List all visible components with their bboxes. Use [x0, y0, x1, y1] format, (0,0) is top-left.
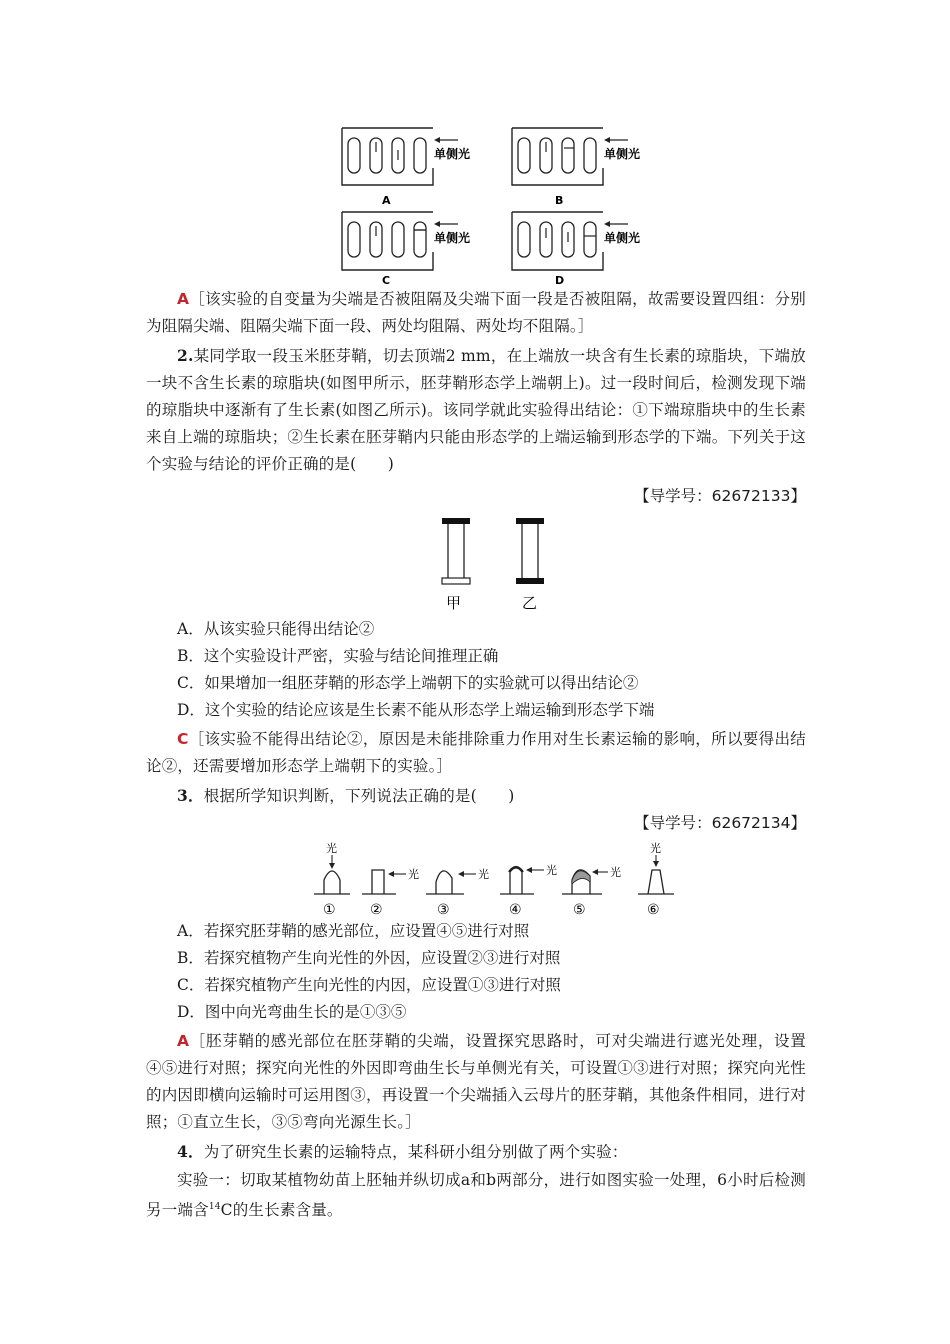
q2-stem: [146, 342, 806, 478]
q1-answer-letter: A: [177, 290, 190, 308]
coleoptile-6: [638, 841, 674, 918]
q3-option-b: B．若探究植物产生向光性的外因，应设置②③进行对照: [177, 949, 561, 967]
figure-coleoptiles-1-6: [310, 838, 690, 918]
svg-text:光: 光: [610, 866, 621, 879]
q3-option-c: C．若探究植物产生向光性的内因，应设置①③进行对照: [177, 976, 561, 994]
coleoptile-2: [362, 867, 419, 918]
svg-text:光: 光: [478, 868, 489, 881]
svg-text:光: 光: [408, 868, 419, 881]
panel-d: [512, 212, 640, 286]
q2-number: 2.: [177, 346, 194, 365]
q2-option-b: B．这个实验设计严密，实验与结论间推理正确: [177, 647, 499, 665]
q1-answer-text: ［该实验的自变量为尖端是否被阻隔及尖端下面一段是否被阻隔，故需要设置四组：分别为阻隔尖端、阻隔尖端下面一段、两处均阻隔、两处均不阻隔。］: [146, 290, 806, 335]
coleoptile-1: [314, 841, 350, 918]
svg-text:光: 光: [326, 842, 337, 855]
panel-a: [342, 128, 470, 207]
q2-answer: [146, 726, 806, 780]
coleoptile-3: [426, 867, 489, 918]
q2-stem-text: 某同学取一段玉米胚芽鞘，切去顶端2 mm，在上端放一块含有生长素的琼脂块，下端放一块不含生长素的琼脂块(如图甲所示，胚芽鞘形态学上端朝上)。过一段时间后，检测发现下端的琼脂块中逐渐有了生长素(如图乙所示)。该同学就此实验得出结论：①下端琼脂块中的生长素来自上端的琼脂块；②生长素在胚芽鞘内只能由形态学的上端运输到形态学的下端。下列关于这个实验与结论的评价正确的是( ): [146, 347, 806, 473]
label-2: ②: [370, 902, 383, 918]
q2-option-c: C．如果增加一组胚芽鞘的形态学上端朝下的实验就可以得出结论②: [177, 674, 639, 692]
q4-number: 4．: [177, 1142, 204, 1161]
figure-unilateral-light-setups: [330, 118, 660, 286]
label-3: ③: [437, 902, 450, 918]
q4-exp1-isotope-superscript: 14: [208, 1202, 221, 1212]
q4-exp1-text-b: C的生长素含量。: [220, 1201, 343, 1220]
svg-text:光: 光: [546, 864, 557, 877]
panel-b: [512, 128, 640, 207]
q4-stem: [146, 1138, 806, 1166]
label-5: ⑤: [573, 902, 586, 918]
light-label-a: 单侧光: [434, 147, 471, 161]
label-1: ①: [323, 902, 336, 918]
q4-stem-text: 为了研究生长素的运输特点，某科研小组分别做了两个实验：: [203, 1143, 628, 1161]
q3-guide-number: 【导学号：62672134】: [634, 814, 806, 832]
panel-label-a: A: [382, 194, 391, 207]
q3-answer-letter: A: [177, 1032, 190, 1050]
label-jia: 甲: [446, 594, 462, 612]
panel-label-b: B: [555, 194, 564, 207]
coleoptile-4: [500, 863, 557, 918]
q4-experiment-1: [146, 1167, 806, 1224]
q2-option-a: A．从该实验只能得出结论②: [177, 620, 375, 638]
q3-option-d: D．图中向光弯曲生长的是①③⑤: [177, 1003, 407, 1021]
q3-number: 3．: [177, 786, 204, 805]
light-label-b: 单侧光: [604, 147, 641, 161]
q3-stem-text: 根据所学知识判断，下列说法正确的是( ): [203, 787, 515, 805]
coleoptile-5: [562, 865, 621, 918]
label-6: ⑥: [647, 902, 660, 918]
light-label-d: 单侧光: [604, 231, 641, 245]
label-4: ④: [509, 902, 522, 918]
label-yi: 乙: [522, 594, 538, 612]
q3-answer: [146, 1028, 806, 1136]
panel-label-d: D: [555, 274, 565, 286]
q2-answer-text: ［该实验不能得出结论②，原因是未能排除重力作用对生长素运输的影响，所以要得出结论②，还需要增加形态学上端朝下的实验。］: [146, 730, 806, 775]
panel-label-c: C: [382, 274, 391, 286]
q2-option-d: D．这个实验的结论应该是生长素不能从形态学上端运输到形态学下端: [177, 701, 655, 719]
panel-c: [342, 212, 470, 286]
q4-exp1-text-a: 实验一：切取某植物幼苗上胚轴并纵切成a和b两部分，进行如图实验一处理，6小时后检测另一端含: [146, 1171, 806, 1220]
q3-option-a: A．若探究胚芽鞘的感光部位，应设置④⑤进行对照: [177, 922, 530, 940]
q1-answer: [146, 286, 806, 340]
q2-answer-letter: C: [177, 730, 189, 748]
light-label-c: 单侧光: [434, 231, 471, 245]
figure-agar-block-experiment: [430, 514, 560, 614]
svg-text:光: 光: [650, 842, 661, 855]
q3-stem: [146, 782, 806, 810]
q3-answer-text: ［胚芽鞘的感光部位在胚芽鞘的尖端，设置探究思路时，可对尖端进行遮光处理，设置④⑤进行对照；探究向光性的外因即弯曲生长与单侧光有关，可设置①③进行对照；探究向光性的内因即横向运输时可运用图③，再设置一个尖端插入云母片的胚芽鞘，其他条件相同，进行对照；①直立生长，③⑤弯向光源生长。］: [146, 1032, 806, 1131]
q2-guide-number: 【导学号：62672133】: [634, 487, 806, 505]
